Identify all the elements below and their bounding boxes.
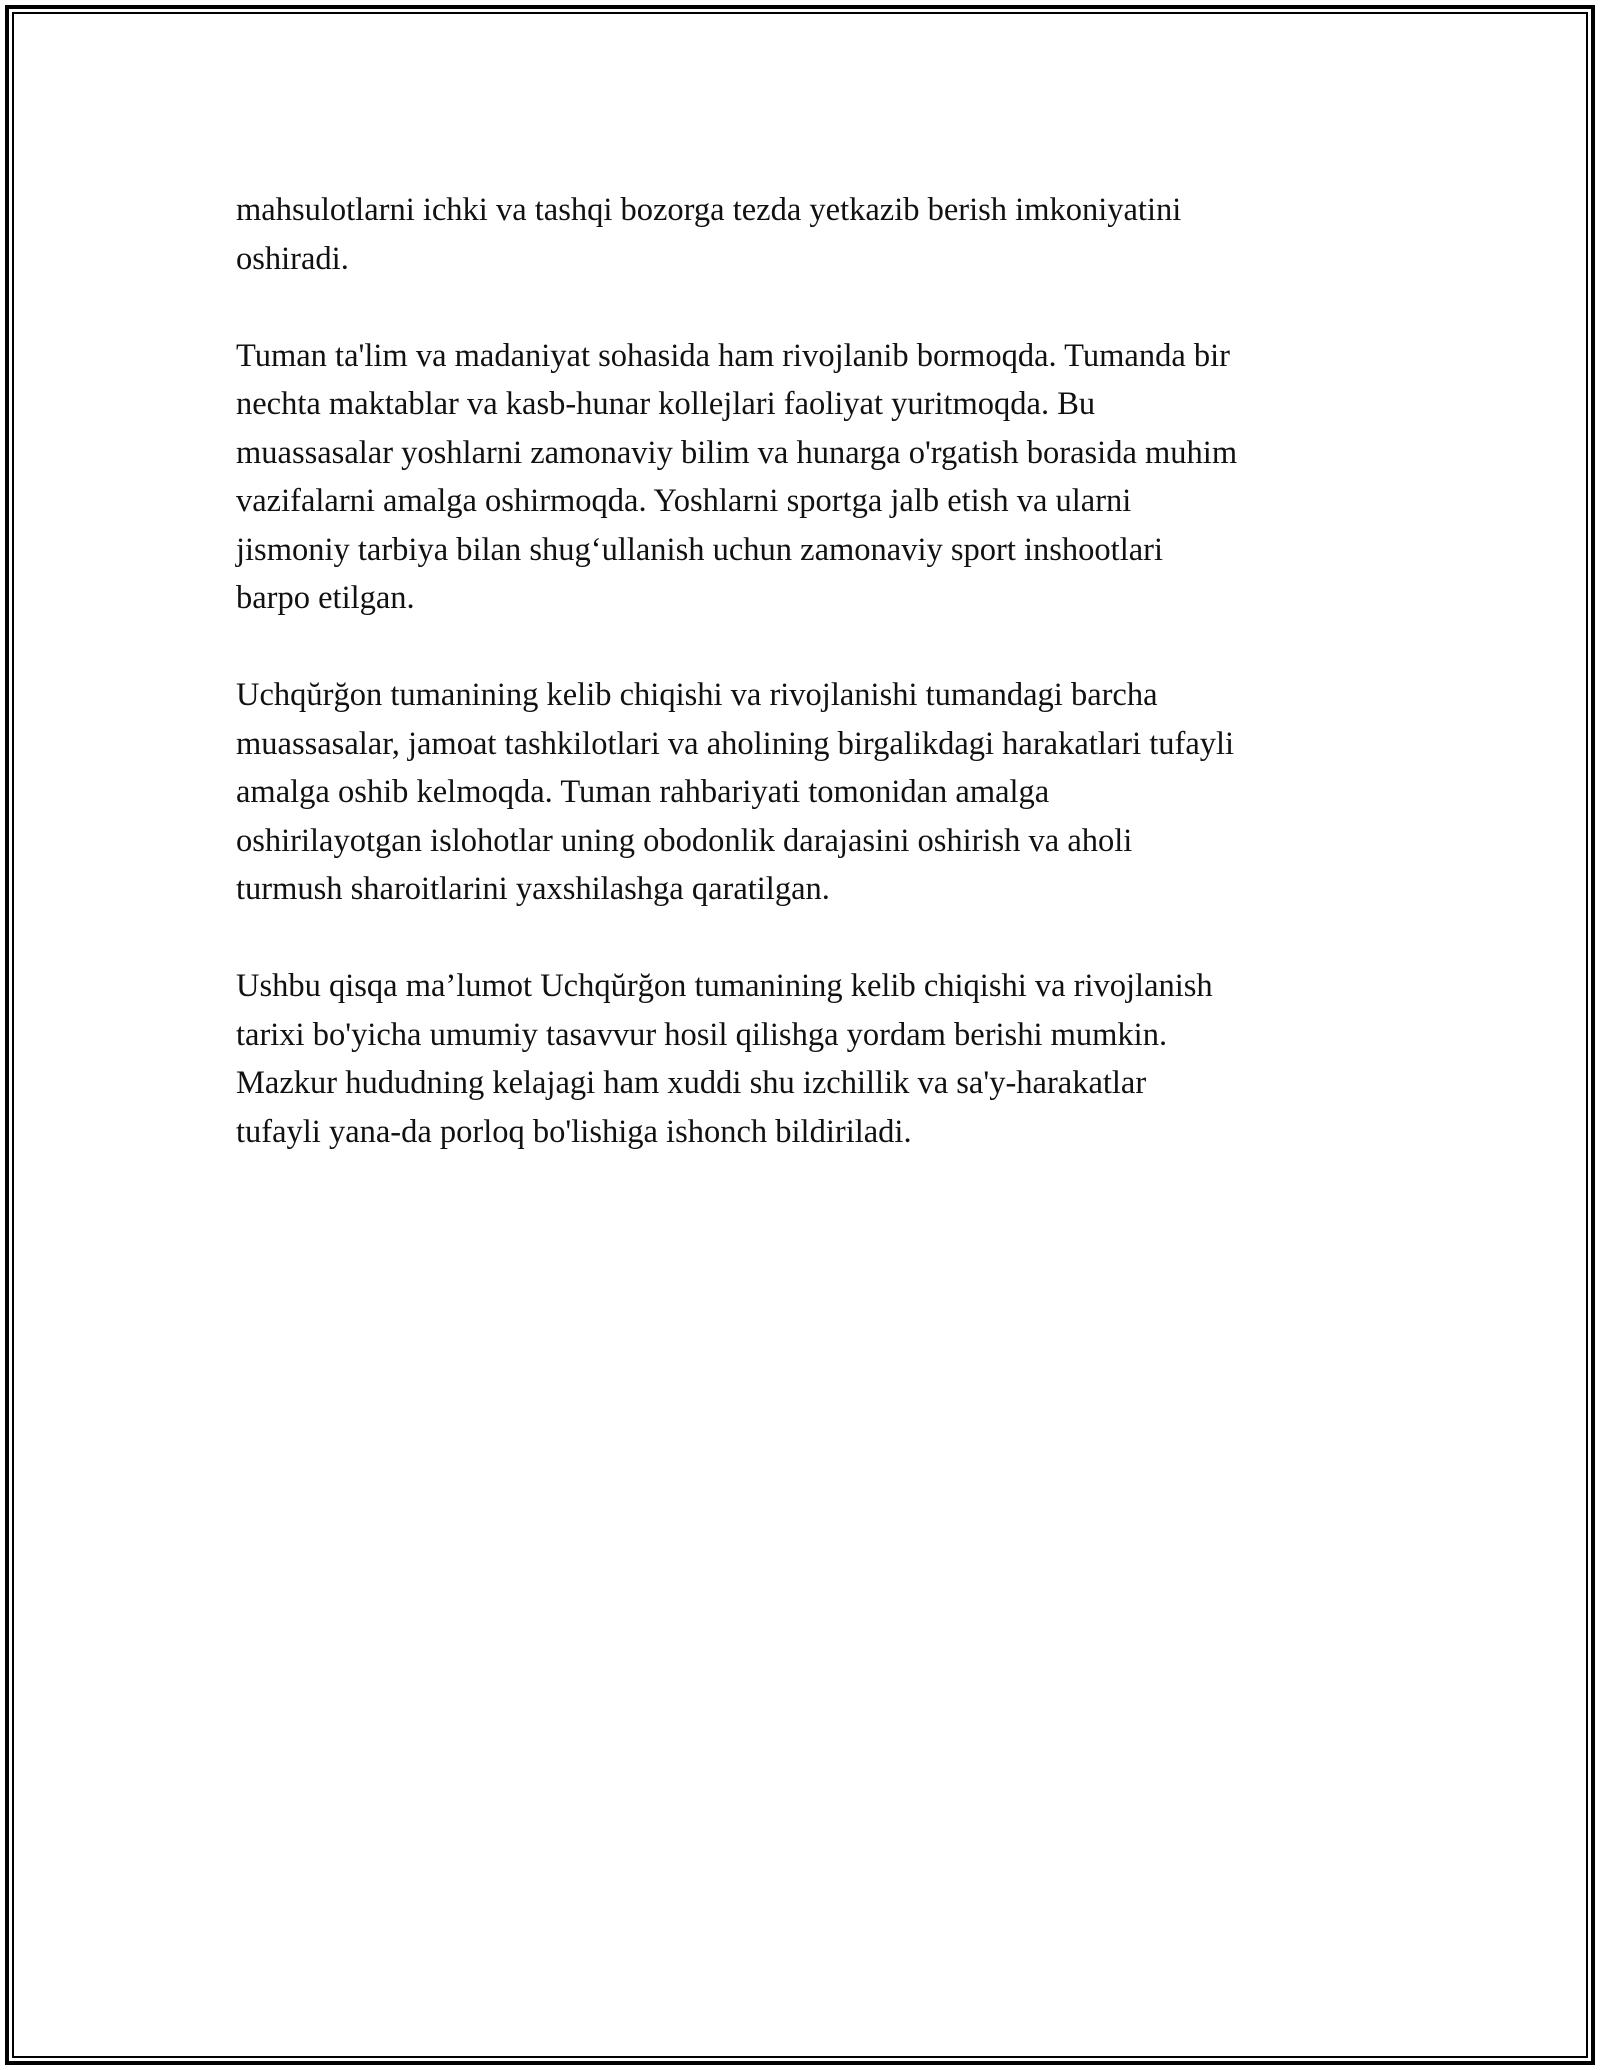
text-line: Mazkur hududning kelajagi ham xuddi shu izchillik va sa'y-harakatlar (236, 1065, 1147, 1101)
text-line: amalga oshib kelmoqda. Tuman rahbariyati tomonidan amalga (236, 774, 1050, 810)
paragraph-1 (236, 186, 1396, 283)
text-line: Tuman ta'lim va madaniyat sohasida ham rivojlanib bormoqda. Tumanda bir (236, 337, 1230, 374)
text-line: Ushbu qisqa ma’lumot Uchqŭrğon tumanining kelib chiqishi va rivojlanish (236, 968, 1213, 1004)
paragraph-2 (236, 332, 1396, 623)
text-line: mahsulotlarni ichki va tashqi bozorga tezda yetkazib berish imkoniyatini (236, 192, 1182, 228)
text-line: muassasalar, jamoat tashkilotlari va aholining birgalikdagi harakatlari tufayli (236, 725, 1235, 762)
text-line: barpo etilgan. (236, 580, 415, 616)
paragraph-4 (236, 962, 1396, 1156)
document-body (236, 186, 1396, 1205)
text-line: Uchqŭrğon tumanining kelib chiqishi va rivojlanishi tumandagi barcha (236, 677, 1158, 713)
text-line: muassasalar yoshlarni zamonaviy bilim va hunarga o'rgatish borasida muhim (236, 434, 1238, 471)
paragraph-3 (236, 671, 1396, 914)
text-line: oshirilayotgan islohotlar uning obodonlik darajasini oshirish va aholi (236, 822, 1133, 859)
text-line: tarixi bo'yicha umumiy tasavvur hosil qilishga yordam berishi mumkin. (236, 1016, 1168, 1053)
text-line: nechta maktablar va kasb-hunar kollejlari faoliyat yuritmoqda. Bu (236, 386, 1096, 422)
text-line: vazifalarni amalga oshirmoqda. Yoshlarni sportga jalb etish va ularni (236, 483, 1132, 519)
text-line: turmush sharoitlarini yaxshilashga qaratilgan. (236, 871, 830, 907)
text-line: jismoniy tarbiya bilan shug‘ullanish uchun zamonaviy sport inshootlari (236, 531, 1164, 568)
text-line: tufayli yana-da porloq bo'lishiga ishonch bildiriladi. (236, 1113, 912, 1150)
text-line: oshiradi. (236, 240, 349, 277)
